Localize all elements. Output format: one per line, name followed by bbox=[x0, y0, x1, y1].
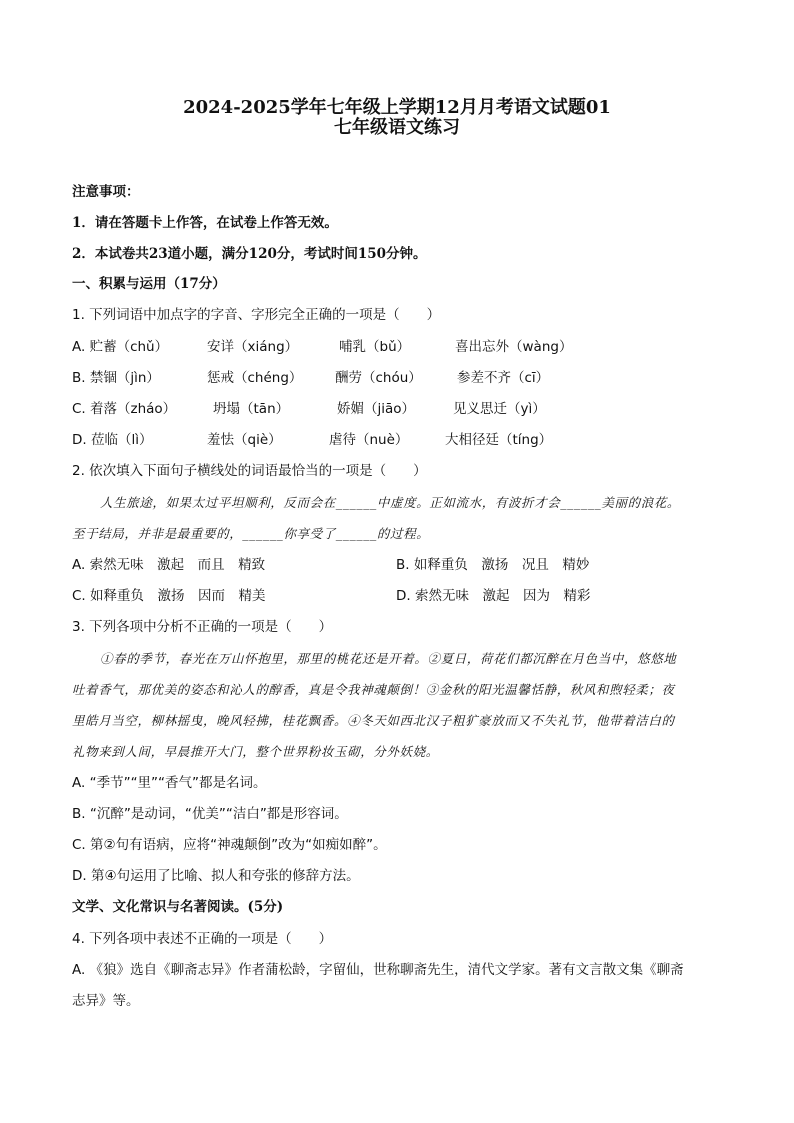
section-heading-1: 一、积累与运用（17分） bbox=[72, 276, 226, 292]
q2-option-a: A. 索然无味 激起 而且 精致 bbox=[72, 557, 266, 573]
q3-option-a: A. “季节”“里”“香气”都是名词。 bbox=[72, 775, 267, 791]
q3-option-c: C. 第②句有语病，应将“神魂颠倒”改为“如痴如醉”。 bbox=[72, 837, 387, 853]
q1-option-d-3: 虐待（nuè） bbox=[329, 432, 409, 448]
q4-option-a-line-2: 志异》等。 bbox=[72, 993, 140, 1009]
q1-option-c-1: C. 着落（zháo） bbox=[72, 401, 177, 417]
q2-option-b: B. 如释重负 激扬 况且 精妙 bbox=[396, 557, 590, 573]
q2-option-d: D. 索然无味 激起 因为 精彩 bbox=[396, 588, 591, 604]
q1-option-d-4: 大相径廷（tíng） bbox=[445, 432, 553, 448]
q1-option-b-4: 参差不齐（cī） bbox=[457, 370, 550, 386]
exam-subtitle: 七年级语文练习 bbox=[334, 117, 460, 138]
q1-option-d-1: D. 莅临（lì） bbox=[72, 432, 153, 448]
q1-option-b-3: 酬劳（chóu） bbox=[335, 370, 422, 386]
q1-option-b-2: 惩戒（chéng） bbox=[207, 370, 303, 386]
notice-item-1: 1．请在答题卡上作答，在试卷上作答无效。 bbox=[72, 215, 338, 231]
q3-passage-line-1: ①春的季节，春光在万山怀抱里，那里的桃花还是开着。②夏日，荷花们都沉醉在月色当中，悠悠地 bbox=[100, 651, 677, 666]
question-3-stem: 3. 下列各项中分析不正确的一项是（ ） bbox=[72, 619, 333, 635]
notice-item-2: 2．本试卷共23道小题，满分120分，考试时间150分钟。 bbox=[72, 246, 427, 262]
q2-passage-line-2: 至于结局，并非是最重要的，______你享受了______的过程。 bbox=[72, 526, 430, 541]
q1-option-b-1: B. 禁锢（jìn） bbox=[72, 370, 160, 386]
q1-option-c-3: 娇媚（jiāo） bbox=[337, 401, 416, 417]
q2-option-c: C. 如释重负 激扬 因而 精美 bbox=[72, 588, 266, 604]
q3-passage-line-2: 吐着香气，那优美的姿态和沁人的醇香，真是令我神魂颠倒！③金秋的阳光温馨恬静，秋风和煦轻柔；夜 bbox=[72, 682, 675, 697]
q3-option-d: D. 第④句运用了比喻、拟人和夸张的修辞方法。 bbox=[72, 868, 360, 884]
q3-passage-line-3: 里皓月当空，柳林摇曳，晚风轻拂，桂花飘香。④冬天如西北汉子粗犷豪放而又不失礼节，他带着洁白的 bbox=[72, 713, 675, 728]
q3-option-b: B. “沉醉”是动词，“优美”“洁白”都是形容词。 bbox=[72, 806, 348, 822]
q1-option-c-2: 坍塌（tān） bbox=[213, 401, 290, 417]
section-heading-2: 文学、文化常识与名著阅读。(5分) bbox=[72, 899, 284, 915]
q1-option-a-1: A. 贮蓄（chǔ） bbox=[72, 339, 169, 355]
exam-title: 2024-2025学年七年级上学期12月月考语文试题01 bbox=[183, 97, 611, 118]
question-2-stem: 2. 依次填入下面句子横线处的词语最恰当的一项是（ ） bbox=[72, 463, 427, 479]
q3-passage-line-4: 礼物来到人间，早晨推开大门，整个世界粉妆玉砌，分外妖娆。 bbox=[72, 744, 439, 759]
q2-passage-line-1: 人生旅途，如果太过平坦顺利，反而会在______中虚度。正如流水，有波折才会______美丽的浪花。 bbox=[100, 495, 681, 510]
question-1-stem: 1. 下列词语中加点字的字音、字形完全正确的一项是（ ） bbox=[72, 307, 441, 323]
q1-option-a-4: 喜出忘外（wàng） bbox=[455, 339, 573, 355]
q1-option-a-3: 哺乳（bǔ） bbox=[339, 339, 411, 355]
q1-option-a-2: 安详（xiáng） bbox=[207, 339, 299, 355]
q4-option-a-line-1: A. 《狼》选自《聊斋志异》作者蒲松龄，字留仙，世称聊斋先生，清代文学家。著有文言散文集《聊斋 bbox=[72, 962, 684, 978]
q1-option-c-4: 见义思迁（yì） bbox=[453, 401, 546, 417]
question-4-stem: 4. 下列各项中表述不正确的一项是（ ） bbox=[72, 931, 333, 947]
q1-option-d-2: 羞怯（qiè） bbox=[207, 432, 282, 448]
notice-heading: 注意事项： bbox=[72, 184, 140, 200]
